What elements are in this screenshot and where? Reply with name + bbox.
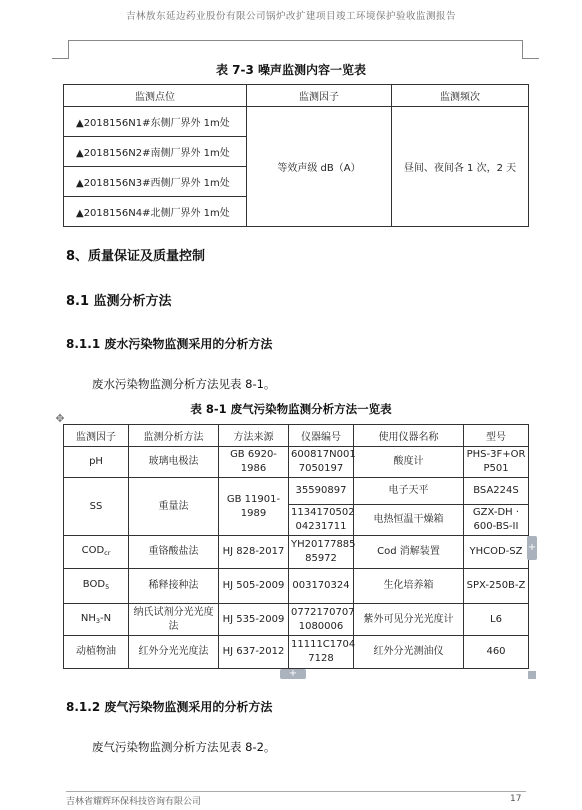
crop-mark-top-left — [52, 40, 69, 59]
table-cell-instrument[interactable]: 生化培养箱 — [354, 569, 464, 604]
factor-main: COD — [81, 545, 105, 556]
table-cell-method[interactable]: 红外分光光度法 — [129, 636, 219, 669]
table-cell-factor[interactable] — [64, 604, 129, 636]
table-cell-method[interactable]: 重量法 — [129, 478, 219, 536]
table-cell-factor[interactable]: 动植物油 — [64, 636, 129, 669]
page-header: 吉林敖东延边药业股份有限公司锅炉改扩建项目竣工环境保护验收监测报告 — [125, 11, 456, 22]
section-8-title: 8、质量保证及质量控制 — [66, 249, 206, 264]
col-header-source: 方法来源 — [219, 425, 289, 447]
table-cell-source[interactable]: GB 11901-1989 — [219, 478, 289, 536]
plus-icon: + — [288, 668, 298, 679]
factor-main: NH — [80, 612, 96, 624]
table-cell-instrument[interactable]: 电热恒温干燥箱 — [354, 505, 464, 536]
table-cell-source[interactable]: HJ 535-2009 — [219, 604, 289, 636]
table-cell-method[interactable]: 重铬酸盐法 — [129, 536, 219, 569]
section-8-1-title: 8.1 监测分析方法 — [66, 294, 172, 309]
table-cell-instrument-no[interactable]: 003170324 — [289, 569, 354, 604]
table-cell-method[interactable]: 玻璃电极法 — [129, 447, 219, 478]
col-header-instrument-no: 仪器编号 — [289, 425, 354, 447]
table-cell-instrument-no[interactable]: 1134170502 04231711 — [289, 505, 354, 536]
table-cell-model[interactable]: YHCOD-SZ — [464, 536, 529, 569]
table-cell-source[interactable]: HJ 828-2017 — [219, 536, 289, 569]
table-cell-instrument-no[interactable]: 11111C1704 7128 — [289, 636, 354, 669]
section-8-1-2-title: 8.1.2 废气污染物监测采用的分析方法 — [66, 700, 273, 714]
table-cell-factor[interactable] — [64, 536, 129, 569]
table-row — [64, 636, 529, 669]
col-header-instrument: 使用仪器名称 — [354, 425, 464, 447]
table-cell-frequency[interactable]: 昼间、夜间各 1 次，2 天 — [392, 107, 529, 227]
section-8-1-2-text: 废气污染物监测分析方法见表 8-2。 — [92, 740, 276, 754]
footer-company: 吉林省耀辉环保科技咨询有限公司 — [66, 797, 202, 807]
table-cell-instrument[interactable]: Cod 消解装置 — [354, 536, 464, 569]
table-cell-point[interactable]: ▲2018156N2#南侧厂界外 1m处 — [64, 137, 247, 167]
footer-rule — [66, 791, 526, 792]
col-header-method: 监测分析方法 — [129, 425, 219, 447]
factor-subscript: 5 — [105, 583, 110, 591]
table-7-3-caption: 表 7-3 噪声监测内容一览表 — [215, 63, 367, 77]
section-8-1-1-text: 废水污染物监测分析方法见表 8-1。 — [92, 377, 276, 391]
table-cell-method[interactable]: 纳氏试剂分光光度法 — [129, 604, 219, 636]
col-header-point: 监测点位 — [64, 85, 247, 107]
section-8-1-1-title: 8.1.1 废水污染物监测采用的分析方法 — [66, 337, 273, 351]
col-header-frequency: 监测频次 — [392, 85, 529, 107]
table-cell-factor[interactable]: SS — [64, 478, 129, 536]
table-cell-model[interactable]: PHS-3F+OR P501 — [464, 447, 529, 478]
table-cell-model[interactable]: SPX-250B-Z — [464, 569, 529, 604]
factor-subscript: cr — [104, 549, 111, 557]
col-header-model: 型号 — [464, 425, 529, 447]
table-cell-instrument[interactable]: 电子天平 — [354, 478, 464, 505]
page-number: 17 — [510, 794, 522, 804]
table-cell-factor[interactable]: 等效声级 dB（A） — [247, 107, 392, 227]
table-cell-model[interactable]: BSA224S — [464, 478, 529, 505]
noise-monitoring-table — [63, 84, 529, 227]
table-cell-instrument[interactable]: 红外分光测油仪 — [354, 636, 464, 669]
add-row-button[interactable] — [280, 669, 306, 679]
crop-mark-top-right — [522, 40, 539, 59]
table-cell-source[interactable]: GB 6920-1986 — [219, 447, 289, 478]
table-cell-instrument[interactable]: 紫外可见分光光度计 — [354, 604, 464, 636]
table-cell-instrument-no[interactable]: 600817N001 7050197 — [289, 447, 354, 478]
table-cell-model[interactable]: GZX-DH · 600-BS-II — [464, 505, 529, 536]
analysis-method-table — [63, 424, 529, 669]
factor-subscript: 3 — [95, 616, 101, 625]
table-8-1-caption: 表 8-1 废气污染物监测分析方法一览表 — [190, 402, 392, 416]
table-cell-instrument-no[interactable]: 35590897 — [289, 478, 354, 505]
table-row — [64, 569, 529, 604]
table-cell-factor[interactable] — [64, 569, 129, 604]
table-row — [64, 536, 529, 569]
col-header-factor: 监测因子 — [64, 425, 129, 447]
table-cell-point[interactable]: ▲2018156N4#北侧厂界外 1m处 — [64, 197, 247, 227]
plus-icon: + — [527, 542, 537, 553]
table-row — [64, 447, 529, 478]
factor-main: BOD — [82, 579, 106, 590]
factor-tail: -N — [100, 612, 112, 624]
table-cell-point[interactable]: ▲2018156N3#西侧厂界外 1m处 — [64, 167, 247, 197]
table-cell-model[interactable]: 460 — [464, 636, 529, 669]
table-cell-instrument-no[interactable]: 0772170707 1080006 — [289, 604, 354, 636]
table-cell-point[interactable]: ▲2018156N1#东侧厂界外 1m处 — [64, 107, 247, 137]
table-cell-instrument-no[interactable]: YH20177885 85972 — [289, 536, 354, 569]
table-cell-source[interactable]: HJ 505-2009 — [219, 569, 289, 604]
add-column-button[interactable] — [527, 536, 537, 560]
table-row — [64, 604, 529, 636]
table-cell-model[interactable]: L6 — [464, 604, 529, 636]
move-icon[interactable]: ✥ — [55, 412, 65, 425]
table-cell-instrument[interactable]: 酸度计 — [354, 447, 464, 478]
header-rule — [68, 40, 522, 41]
table-cell-source[interactable]: HJ 637-2012 — [219, 636, 289, 669]
table-cell-factor[interactable]: pH — [64, 447, 129, 478]
table-row — [64, 478, 529, 505]
table-resize-handle[interactable] — [528, 671, 536, 679]
table-cell-method[interactable]: 稀释接种法 — [129, 569, 219, 604]
col-header-factor: 监测因子 — [247, 85, 392, 107]
